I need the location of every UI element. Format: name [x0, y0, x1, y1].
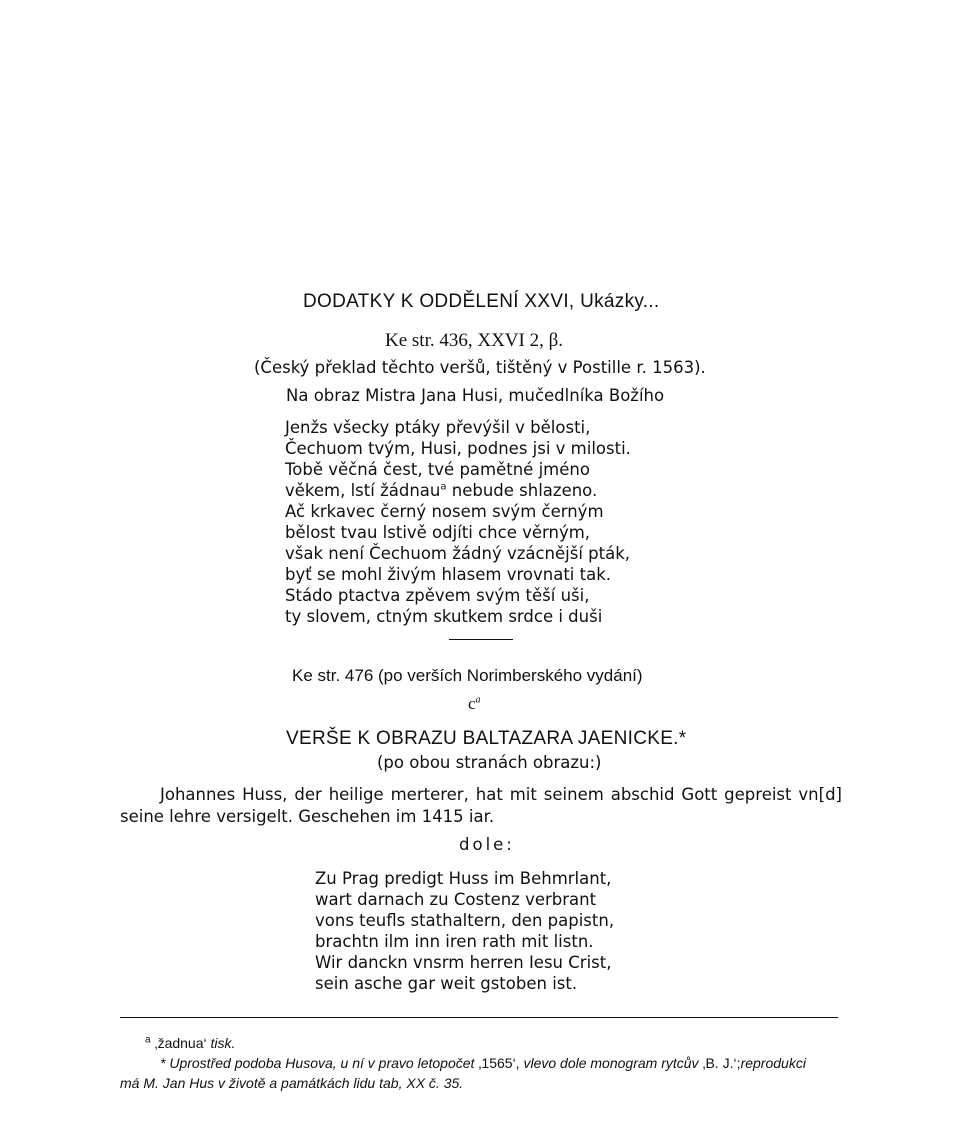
translation-note: (Český překlad těchto veršů, tištěný v Postille r. 1563). — [254, 358, 706, 377]
poem-title: Na obraz Mistra Jana Husi, mučedlníka Božího — [286, 386, 665, 405]
verse-line: Tobě věčná čest, tvé pamětné jméno — [285, 460, 590, 479]
footnote-marker: a — [440, 481, 447, 493]
section-divider — [449, 639, 513, 640]
poem-czech — [285, 417, 631, 627]
verse-line: Jenžs všecky ptáky převýšil v bělosti, — [285, 418, 591, 437]
footnote-star-cont: má M. Jan Hus v životě a památkách lidu tab, XX č. 35. — [120, 1075, 464, 1091]
footnote-star — [160, 1055, 806, 1071]
reference-line-2: Ke str. 476 (po verších Norimberského vydání) — [292, 666, 643, 685]
footnote-text: reprodukci — [740, 1055, 806, 1071]
reference-line: Ke str. 436, XXVI 2, β. — [385, 330, 564, 351]
footnote-text: ‚žadnua‘ — [154, 1035, 207, 1051]
german-prose — [120, 784, 842, 828]
verse-line: byť se mohl živým hlasem vrovnati tak. — [285, 565, 612, 584]
poem-german — [315, 868, 614, 994]
verse-line: vons teufls stathaltern, den papistn, — [315, 911, 615, 930]
footnote-rule — [120, 1017, 838, 1018]
prose-line: seine lehre versigelt. Geschehen im 1415 iar. — [120, 807, 495, 826]
verse-line — [285, 480, 631, 501]
footnote-text: tisk. — [210, 1035, 236, 1051]
verse-line: wart darnach zu Costenz verbrant — [315, 890, 597, 909]
page-title: DODATKY K ODDĚLENÍ XXVI, Ukázky... — [303, 291, 660, 312]
footnote-text: vlevo dole monogram rytcův — [523, 1055, 699, 1071]
verse-line: Zu Prag predigt Huss im Behmrlant, — [315, 869, 612, 888]
verse-line: ty slovem, ctným skutkem srdce i duši — [285, 607, 603, 626]
section-heading: VERŠE K OBRAZU BALTAZARA JAENICKE.* — [286, 728, 687, 749]
verse-line: však není Čechuom žádný vzácnější pták, — [285, 544, 631, 563]
section-subheading: (po obou stranách obrazu:) — [377, 753, 602, 772]
footnote-marker: a — [475, 694, 481, 706]
verse-text: nebude shlazeno. — [446, 481, 598, 500]
dole-label: dole: — [459, 835, 515, 854]
verse-line: Čechuom tvým, Husi, podnes jsi v milosti. — [285, 439, 631, 458]
verse-line: brachtn ilm inn iren rath mit listn. — [315, 932, 594, 951]
footnote-a — [145, 1035, 235, 1051]
verse-line: bělost tvau lstivě odjíti chce věrným, — [285, 523, 591, 542]
marker-letter: c — [468, 694, 476, 713]
verse-line: Stádo ptactva zpěvem svým těší uši, — [285, 586, 590, 605]
verse-line: Ač krkavec černý nosem svým černým — [285, 502, 604, 521]
verse-text: věkem, lstí žádnau — [285, 481, 441, 500]
verse-line: sein asche gar weit gstoben ist. — [315, 974, 578, 993]
prose-line: Johannes Huss, der heilige merterer, hat mit seinem abschid Gott gepreist vn[d] — [160, 785, 842, 804]
footnote-text: ‚B. J.‘; — [702, 1055, 741, 1071]
footnote-text: * Uprostřed podoba Husova, u ní v pravo letopočet — [160, 1055, 475, 1071]
footnote-text: ‚1565‘, — [478, 1055, 520, 1071]
section-marker — [468, 694, 481, 714]
verse-line: Wir danckn vnsrm herren Iesu Crist, — [315, 953, 612, 972]
footnote-marker: a — [145, 1034, 151, 1046]
